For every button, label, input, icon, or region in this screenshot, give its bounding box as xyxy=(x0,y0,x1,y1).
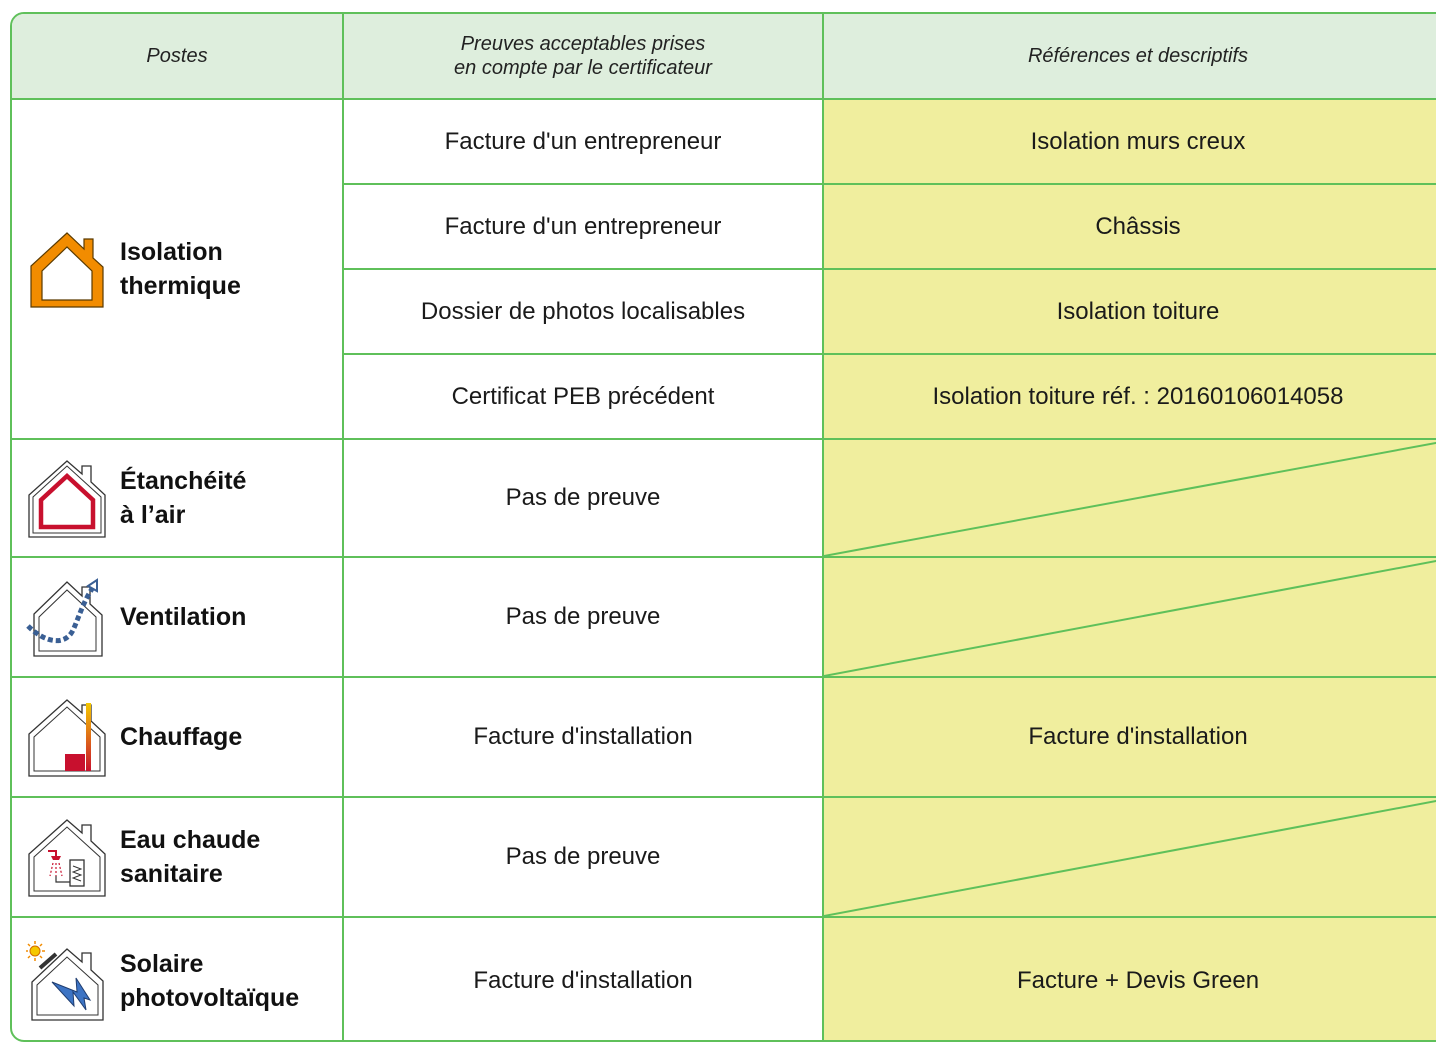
preuve-cell: Pas de preuve xyxy=(505,603,661,630)
proof-table xyxy=(10,12,1436,1042)
sun-icon xyxy=(26,941,45,961)
header-preuves xyxy=(344,14,822,98)
preuve-cell: Certificat PEB précédent xyxy=(451,382,715,410)
grid-divider xyxy=(342,353,1436,355)
preuve-cell: Dossier de photos localisables xyxy=(420,297,746,325)
poste-label: Étanchéité à l’air xyxy=(120,467,247,529)
reference-cell: Châssis xyxy=(824,185,1436,268)
reference-cell: Isolation toiture xyxy=(824,270,1436,353)
grid-divider xyxy=(12,916,1436,918)
grid-divider xyxy=(12,98,1436,100)
poste-label: Isolation thermique xyxy=(120,238,241,300)
house-hot-water-icon xyxy=(26,816,108,898)
poste-label: Eau chaude sanitaire xyxy=(120,826,261,888)
poste-label: Chauffage xyxy=(120,723,243,751)
preuve-cell: Facture d'un entrepreneur xyxy=(444,212,722,240)
header-references xyxy=(824,14,1436,98)
poste-isolation-thermique xyxy=(12,100,342,438)
reference-cell: Facture d'installation xyxy=(824,678,1436,796)
house-airtightness-icon xyxy=(26,457,108,539)
poste-label: Solaire photovoltaïque xyxy=(120,950,300,1012)
reference-cell: Isolation murs creux xyxy=(824,100,1436,183)
house-ventilation-icon xyxy=(26,576,108,658)
poste-eau-chaude xyxy=(12,798,342,916)
grid-divider xyxy=(342,183,1436,185)
poste-label: Ventilation xyxy=(120,603,247,631)
preuve-cell: Pas de preuve xyxy=(505,843,661,870)
empty-cell-strike xyxy=(824,440,1436,556)
house-solar-pv-icon xyxy=(26,940,108,1022)
house-heating-icon xyxy=(26,696,108,778)
grid-divider xyxy=(12,796,1436,798)
preuve-cell: Facture d'un entrepreneur xyxy=(444,127,722,155)
grid-divider xyxy=(342,268,1436,270)
grid-divider xyxy=(342,14,344,1042)
empty-cell-strike xyxy=(824,798,1436,916)
poste-chauffage xyxy=(12,678,342,796)
preuve-cell: Facture d'installation xyxy=(473,967,693,994)
header-references-label: Références et descriptifs xyxy=(1027,45,1249,67)
empty-cell-strike xyxy=(824,558,1436,676)
grid-divider xyxy=(12,676,1436,678)
reference-cell: Facture + Devis Green xyxy=(824,918,1436,1042)
header-preuves-line1: Preuves acceptables prises xyxy=(460,33,706,55)
preuve-cell: Pas de preuve xyxy=(505,484,661,511)
header-postes-label: Postes xyxy=(146,45,208,67)
poste-solaire xyxy=(12,918,342,1042)
poste-etancheite xyxy=(12,440,342,556)
header-postes xyxy=(12,14,342,98)
header-preuves-line2: en compte par le certificateur xyxy=(454,57,712,79)
grid-divider xyxy=(822,14,824,1042)
grid-divider xyxy=(12,438,1436,440)
house-insulation-icon xyxy=(26,228,108,310)
grid-divider xyxy=(12,556,1436,558)
poste-ventilation xyxy=(12,558,342,676)
reference-cell: Isolation toiture réf. : 20160106014058 xyxy=(824,355,1436,438)
preuve-cell: Facture d'installation xyxy=(473,723,693,750)
